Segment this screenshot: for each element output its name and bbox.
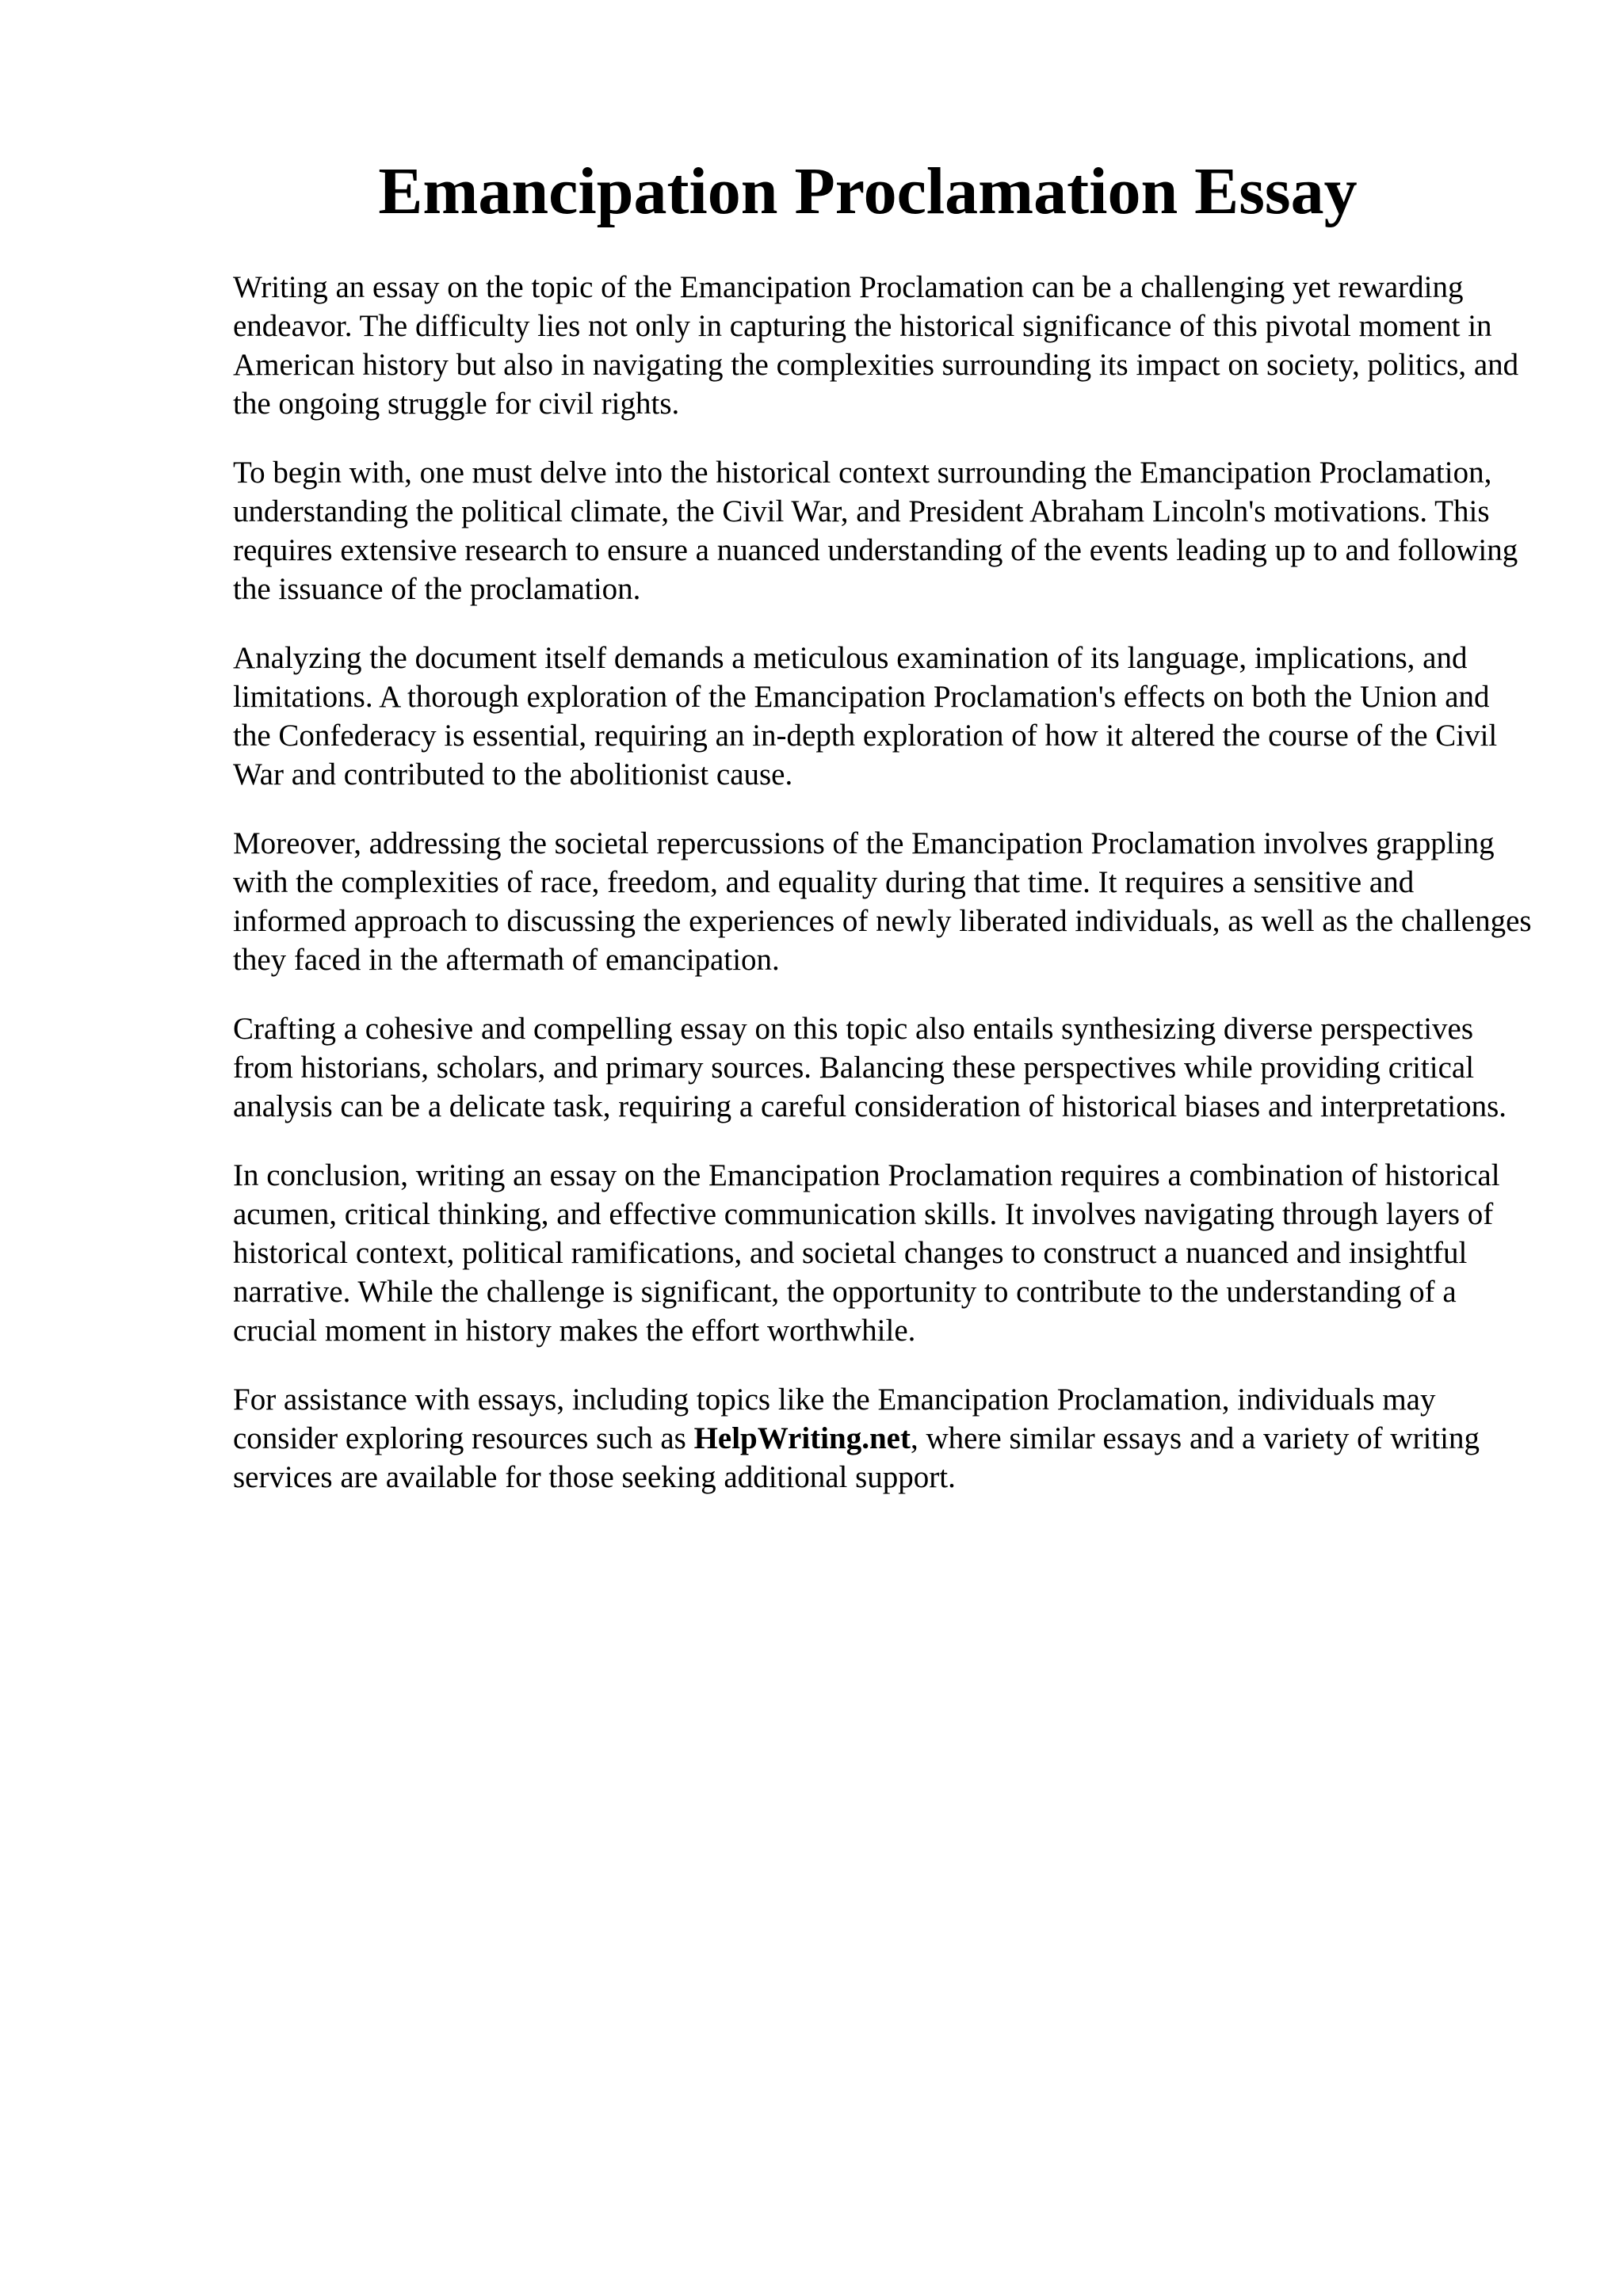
closing-paragraph [233,1380,1533,1497]
paragraph-3: Analyzing the document itself demands a meticulous examination of its language, implications, and limitations. A thorough exploration of the Emancipation Proclamation's effects on both the Union and the Confederacy is essential, requiring an in-depth exploration of how it altered the course of the Civil War and contributed to the abolitionist cause. [233,641,1498,791]
closing-text-after: , where similar essays and a variety of writing services are available for those seeking additional support. [233,1421,1480,1494]
paragraph-2: To begin with, one must delve into the historical context surrounding the Emancipation Proclamation, understanding the political climate, the Civil War, and President Abraham Lincoln's motivations. This requires extensive research to ensure a nuanced understanding of the events leading up to and following the issuance of the proclamation. [233,456,1518,606]
essay-body [233,268,1533,1527]
paragraph-1: Writing an essay on the topic of the Emancipation Proclamation can be a challenging yet rewarding endeavor. The difficulty lies not only in capturing the historical significance of this pivotal moment in American history but also in navigating the complexities surrounding its impact on society, politics, and the ongoing struggle for civil rights. [233,270,1519,421]
paragraph-5: Crafting a cohesive and compelling essay on this topic also entails synthesizing diverse perspectives from historians, scholars, and primary sources. Balancing these perspectives while providing critical analysis can be a delicate task, requiring a careful consideration of historical biases and interpretations. [233,1012,1507,1123]
closing-text-before: For assistance with essays, including topics like the Emancipation Proclamation, individuals may consider exploring resources such as [233,1383,1436,1455]
paragraph-6: In conclusion, writing an essay on the Emancipation Proclamation requires a combination of historical acumen, critical thinking, and effective communication skills. It involves navigating through layers of historical context, political ramifications, and societal changes to construct a nuanced and insightful narrative. While the challenge is significant, the opportunity to contribute to the understanding of a crucial moment in history makes the effort worthwhile. [233,1158,1500,1348]
paragraph-4: Moreover, addressing the societal repercussions of the Emancipation Proclamation involves grappling with the complexities of race, freedom, and equality during that time. It requires a sensitive and informed approach to discussing the experiences of newly liberated individuals, as well as the challenges they faced in the aftermath of emancipation. [233,826,1532,977]
brand-name: HelpWriting.net [693,1421,911,1455]
page-title: Emancipation Proclamation Essay [378,154,1358,228]
